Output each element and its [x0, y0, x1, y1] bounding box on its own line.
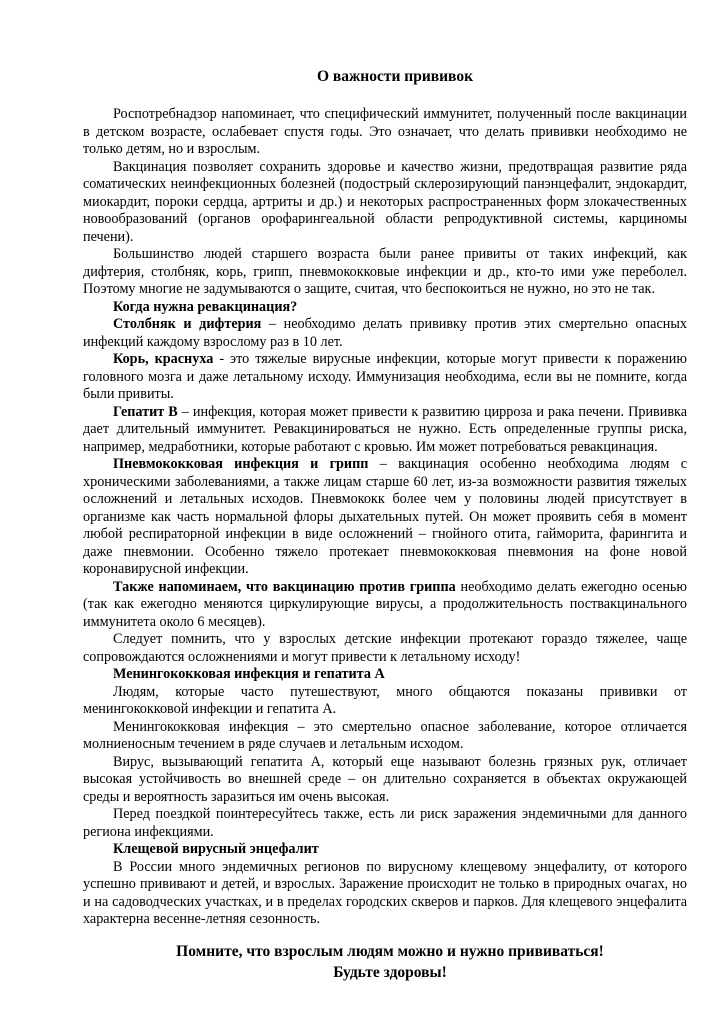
paragraph: Следует помнить, что у взрослых детские инфекции протекают гораздо тяжелее, чаще сопровождаются осложнениями и могут привести к летальному исходу!: [83, 631, 687, 665]
paragraph-text: – необходимо делать прививку против этих смертельно опасных инфекций каждому взрослому раз в 10 лет.: [83, 316, 687, 350]
closing-block: [83, 941, 687, 983]
paragraph: Людям, которые часто путешествуют, много общаются показаны прививки от менингококковой инфекции и гепатита А.: [83, 683, 687, 717]
paragraph-text: – вакцинация особенно необходима людям с хроническими заболеваниями, а также лицам старше 60 лет, из-за возможности развития тяжелых осложнений и летальных исходов. Пневмококк более чем у половины людей присутствует в организме как часть нормальной флоры дыхательных путей. Он может проявить себя в момент любой респираторной инфекции в виде осложнений – гнойного отита, гайморита, фарингита и даже пневмонии. Особенно тяжело протекает пневмококковая пневмония на фоне новой коронавирусной инфекции.: [83, 456, 687, 577]
paragraph-lead: Также напоминаем, что вакцинацию против гриппа: [113, 578, 456, 595]
lead-paragraph: [83, 316, 687, 351]
paragraph: Перед поездкой поинтересуйтесь также, есть ли риск заражения эндемичными для данного региона инфекциями.: [83, 806, 687, 840]
paragraph-lead: Гепатит В: [113, 403, 178, 420]
closing-line: Будьте здоровы!: [333, 963, 447, 981]
section-heading: Когда нужна ревакцинация?: [113, 298, 298, 315]
paragraph: Роспотребнадзор напоминает, что специфический иммунитет, полученный после вакцинации в детском возрасте, ослабевает спустя годы. Это означает, что делать прививки необходимо не только детям, но и взрослым.: [83, 106, 687, 157]
paragraph-text: – инфекция, которая может привести к развитию цирроза и рака печени. Прививка дает длительный иммунитет. Ревакцинироваться не нужно. Есть определенные группы риска, например, медработники, которые работают с кровью. Им может потребоваться ревакцинация.: [83, 403, 688, 455]
section-heading: Менингококковая инфекция и гепатита А: [113, 666, 385, 682]
lead-paragraph: [83, 579, 687, 632]
page-title: О важности прививок: [317, 68, 473, 85]
paragraph-lead: Корь, краснуха: [113, 351, 214, 367]
lead-paragraph: [83, 456, 687, 579]
paragraph: Менингококковая инфекция – это смертельно опасное заболевание, которое отличается молниеносным течением в ряде случаев и летальным исходом.: [83, 718, 687, 752]
paragraph-text: необходимо делать ежегодно осенью (так как ежегодно меняются циркулирующие вирусы, а продолжительность поствакцинального иммунитета около 6 месяцев).: [83, 578, 687, 630]
paragraph: Вирус, вызывающий гепатита А, который еще называют болезнь грязных рук, отличает высокая устойчивость во внешней среде – он длительно сохраняется в объектах окружающей среды и вероятность заразиться им очень высокая.: [83, 753, 687, 805]
paragraph-lead: Столбняк и дифтерия: [113, 316, 262, 332]
lead-paragraph: [83, 351, 687, 404]
closing-line: Помните, что взрослым людям можно и нужно прививаться!: [176, 942, 604, 960]
paragraph: Вакцинация позволяет сохранить здоровье и качество жизни, предотвращая развитие ряда соматических неинфекционных болезней (подострый склерозирующий панэнцефалит, эндокардит, миокардит, пороки сердца, артриты и др.) и некоторых распространенных форм злокачественных новообразований (органов орофарингеальной области репродуктивной системы, карциномы печени).: [83, 158, 687, 245]
paragraph: Большинство людей старшего возраста были ранее привиты от таких инфекций, как дифтерия, столбняк, корь, грипп, пневмококковые инфекции и др., кто-то ими уже переболел. Поэтому многие не задумываются о защите, считая, что беспокоиться не нужно, но это не так.: [83, 246, 687, 297]
paragraph-text: - это тяжелые вирусные инфекции, которые могут привести к поражению головного мозга и даже летальному исходу. Иммунизация необходима, если вы не помните, когда были привиты.: [83, 351, 687, 402]
paragraph-lead: Пневмококковая инфекция и грипп: [113, 456, 369, 472]
article-body: [83, 106, 687, 929]
lead-paragraph: [83, 404, 687, 457]
paragraph: В России много эндемичных регионов по вирусному клещевому энцефалиту, от которого успешно прививают и детей, и взрослых. Заражение происходит не только в природных очагах, но и на садоводческих участках, и в пределах городских скверов и парков. Для клещевого энцефалита характерна весенне-летняя сезонность.: [83, 858, 687, 927]
section-heading: Клещевой вирусный энцефалит: [113, 841, 319, 857]
